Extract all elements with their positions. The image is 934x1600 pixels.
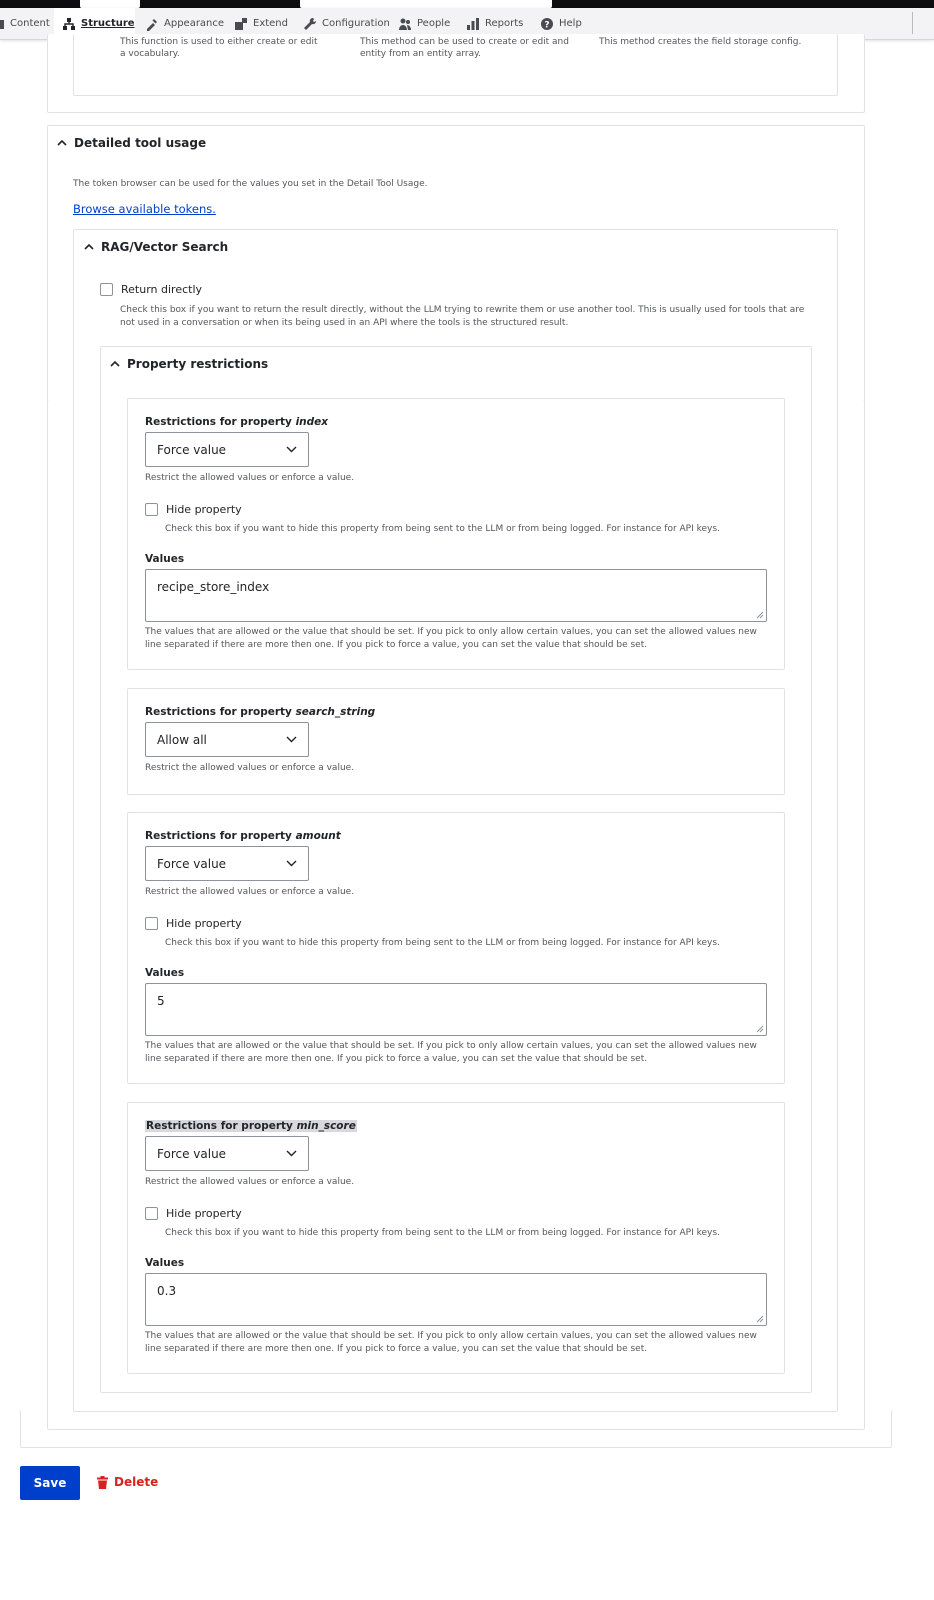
hide-property-checkbox[interactable] xyxy=(145,1207,158,1220)
values-description: The values that are allowed or the value that should be set. If you pick to only allow certain values, you can set the allowed values new line separated if there are more then one. If you pick to force a value, you can set the value that should be set. xyxy=(145,627,757,650)
restriction-description: Restrict the allowed values or enforce a value. xyxy=(145,1177,355,1187)
reports-icon xyxy=(466,17,480,31)
wrench-icon xyxy=(303,17,317,31)
restriction-description: Restrict the allowed values or enforce a value. xyxy=(145,763,355,773)
restriction-select[interactable]: Force value xyxy=(145,1136,309,1171)
hide-property-checkbox[interactable] xyxy=(145,917,158,930)
values-description: The values that are allowed or the value that should be set. If you pick to only allow certain values, you can set the allowed values new line separated if there are more then one. If you pick to force a value, you can set the value that should be set. xyxy=(145,1041,757,1064)
hide-property-label: Hide property xyxy=(166,503,242,516)
toolbar-label: Appearance xyxy=(164,18,225,29)
toolbar-item-content[interactable] xyxy=(0,8,52,39)
svg-text:?: ? xyxy=(544,20,550,30)
toolbar-divider xyxy=(912,12,922,34)
extend-icon xyxy=(234,17,248,31)
save-button[interactable]: Save xyxy=(20,1466,80,1500)
delete-button[interactable] xyxy=(97,1475,158,1489)
toolbar-label: Content xyxy=(10,18,50,29)
detailed-tool-usage-title: Detailed tool usage xyxy=(74,136,207,150)
values-label: Values xyxy=(145,967,185,979)
chevron-up-icon xyxy=(110,359,120,369)
chevron-up-icon xyxy=(84,242,94,252)
token-browser-description: The token browser can be used for the values you set in the Detail Tool Usage. xyxy=(73,179,428,189)
hide-property-row[interactable] xyxy=(145,917,242,930)
hide-property-description: Check this box if you want to hide this property from being sent to the LLM or from being logged. For instance for API keys. xyxy=(165,524,720,534)
rag-vector-search-title: RAG/Vector Search xyxy=(101,240,229,254)
hide-property-description: Check this box if you want to hide this property from being sent to the LLM or from being logged. For instance for API keys. xyxy=(165,938,720,948)
resize-grip-icon[interactable] xyxy=(756,1025,764,1033)
detailed-tool-usage-toggle[interactable] xyxy=(57,136,206,150)
chevron-down-icon xyxy=(286,859,297,868)
hide-property-row[interactable] xyxy=(145,1207,242,1220)
resize-grip-icon[interactable] xyxy=(756,1315,764,1323)
property-restriction-label: Restrictions for property min_score xyxy=(146,1120,356,1132)
content-icon xyxy=(0,17,5,31)
hide-property-checkbox[interactable] xyxy=(145,503,158,516)
browse-tokens-link[interactable]: Browse available tokens. xyxy=(73,202,216,216)
toolbar-label: Extend xyxy=(253,18,288,29)
hide-property-row[interactable] xyxy=(145,503,242,516)
return-directly-checkbox[interactable] xyxy=(100,283,113,296)
function-description: This method creates the field storage config. xyxy=(599,37,802,47)
admin-top-bar xyxy=(0,0,934,8)
property-restriction-label: Restrictions for property index xyxy=(145,416,329,428)
chevron-up-icon xyxy=(57,138,67,148)
property-restrictions-toggle[interactable] xyxy=(110,357,268,371)
return-directly-checkbox-row[interactable] xyxy=(100,283,202,296)
help-icon xyxy=(540,17,554,31)
resize-grip-icon[interactable] xyxy=(756,611,764,619)
appearance-icon xyxy=(145,17,159,31)
function-description: This function is used to either create or edit a vocabulary. xyxy=(120,37,318,59)
top-tab-stub xyxy=(80,0,140,8)
return-directly-label: Return directly xyxy=(121,283,203,296)
hide-property-label: Hide property xyxy=(166,1207,242,1220)
hide-property-description: Check this box if you want to hide this property from being sent to the LLM or from being logged. For instance for API keys. xyxy=(165,1228,720,1238)
trash-icon xyxy=(97,1476,108,1489)
structure-icon xyxy=(62,17,76,31)
return-directly-description: Check this box if you want to return the result directly, without the LLM trying to rewrite them or use another tool. This is usually used for tools that are not used in a conversation or when its being used in an API where the tools is the structured result. xyxy=(120,305,805,328)
toolbar-label: People xyxy=(417,18,451,29)
search-field-stub xyxy=(300,0,552,8)
values-textarea[interactable]: 0.3 xyxy=(145,1273,767,1326)
delete-label: Delete xyxy=(114,1475,159,1489)
values-label: Values xyxy=(145,553,185,565)
chevron-down-icon xyxy=(286,445,297,454)
restriction-select[interactable]: Allow all xyxy=(145,722,309,757)
toolbar-label: Configuration xyxy=(322,18,390,29)
values-label: Values xyxy=(145,1257,185,1269)
chevron-down-icon xyxy=(286,1149,297,1158)
toolbar-label: Reports xyxy=(485,18,524,29)
property-restriction-label: Restrictions for property search_string xyxy=(145,706,376,718)
rag-vector-search-toggle[interactable] xyxy=(84,240,228,254)
values-textarea[interactable]: 5 xyxy=(145,983,767,1036)
restriction-select[interactable]: Force value xyxy=(145,432,309,467)
values-description: The values that are allowed or the value that should be set. If you pick to only allow certain values, you can set the allowed values new line separated if there are more then one. If you pick to force a value, you can set the value that should be set. xyxy=(145,1331,757,1354)
people-icon xyxy=(398,17,412,31)
restriction-description: Restrict the allowed values or enforce a value. xyxy=(145,887,355,897)
toolbar-label: Structure xyxy=(81,18,135,29)
function-description: This method can be used to create or edit and entity from an entity array. xyxy=(360,37,569,59)
chevron-down-icon xyxy=(286,735,297,744)
property-restrictions-title: Property restrictions xyxy=(127,357,269,371)
hide-property-label: Hide property xyxy=(166,917,242,930)
values-textarea[interactable]: recipe_store_index xyxy=(145,569,767,622)
restriction-description: Restrict the allowed values or enforce a value. xyxy=(145,473,355,483)
property-restriction-label: Restrictions for property amount xyxy=(145,830,341,842)
toolbar-label: Help xyxy=(559,18,582,29)
restriction-select[interactable]: Force value xyxy=(145,846,309,881)
